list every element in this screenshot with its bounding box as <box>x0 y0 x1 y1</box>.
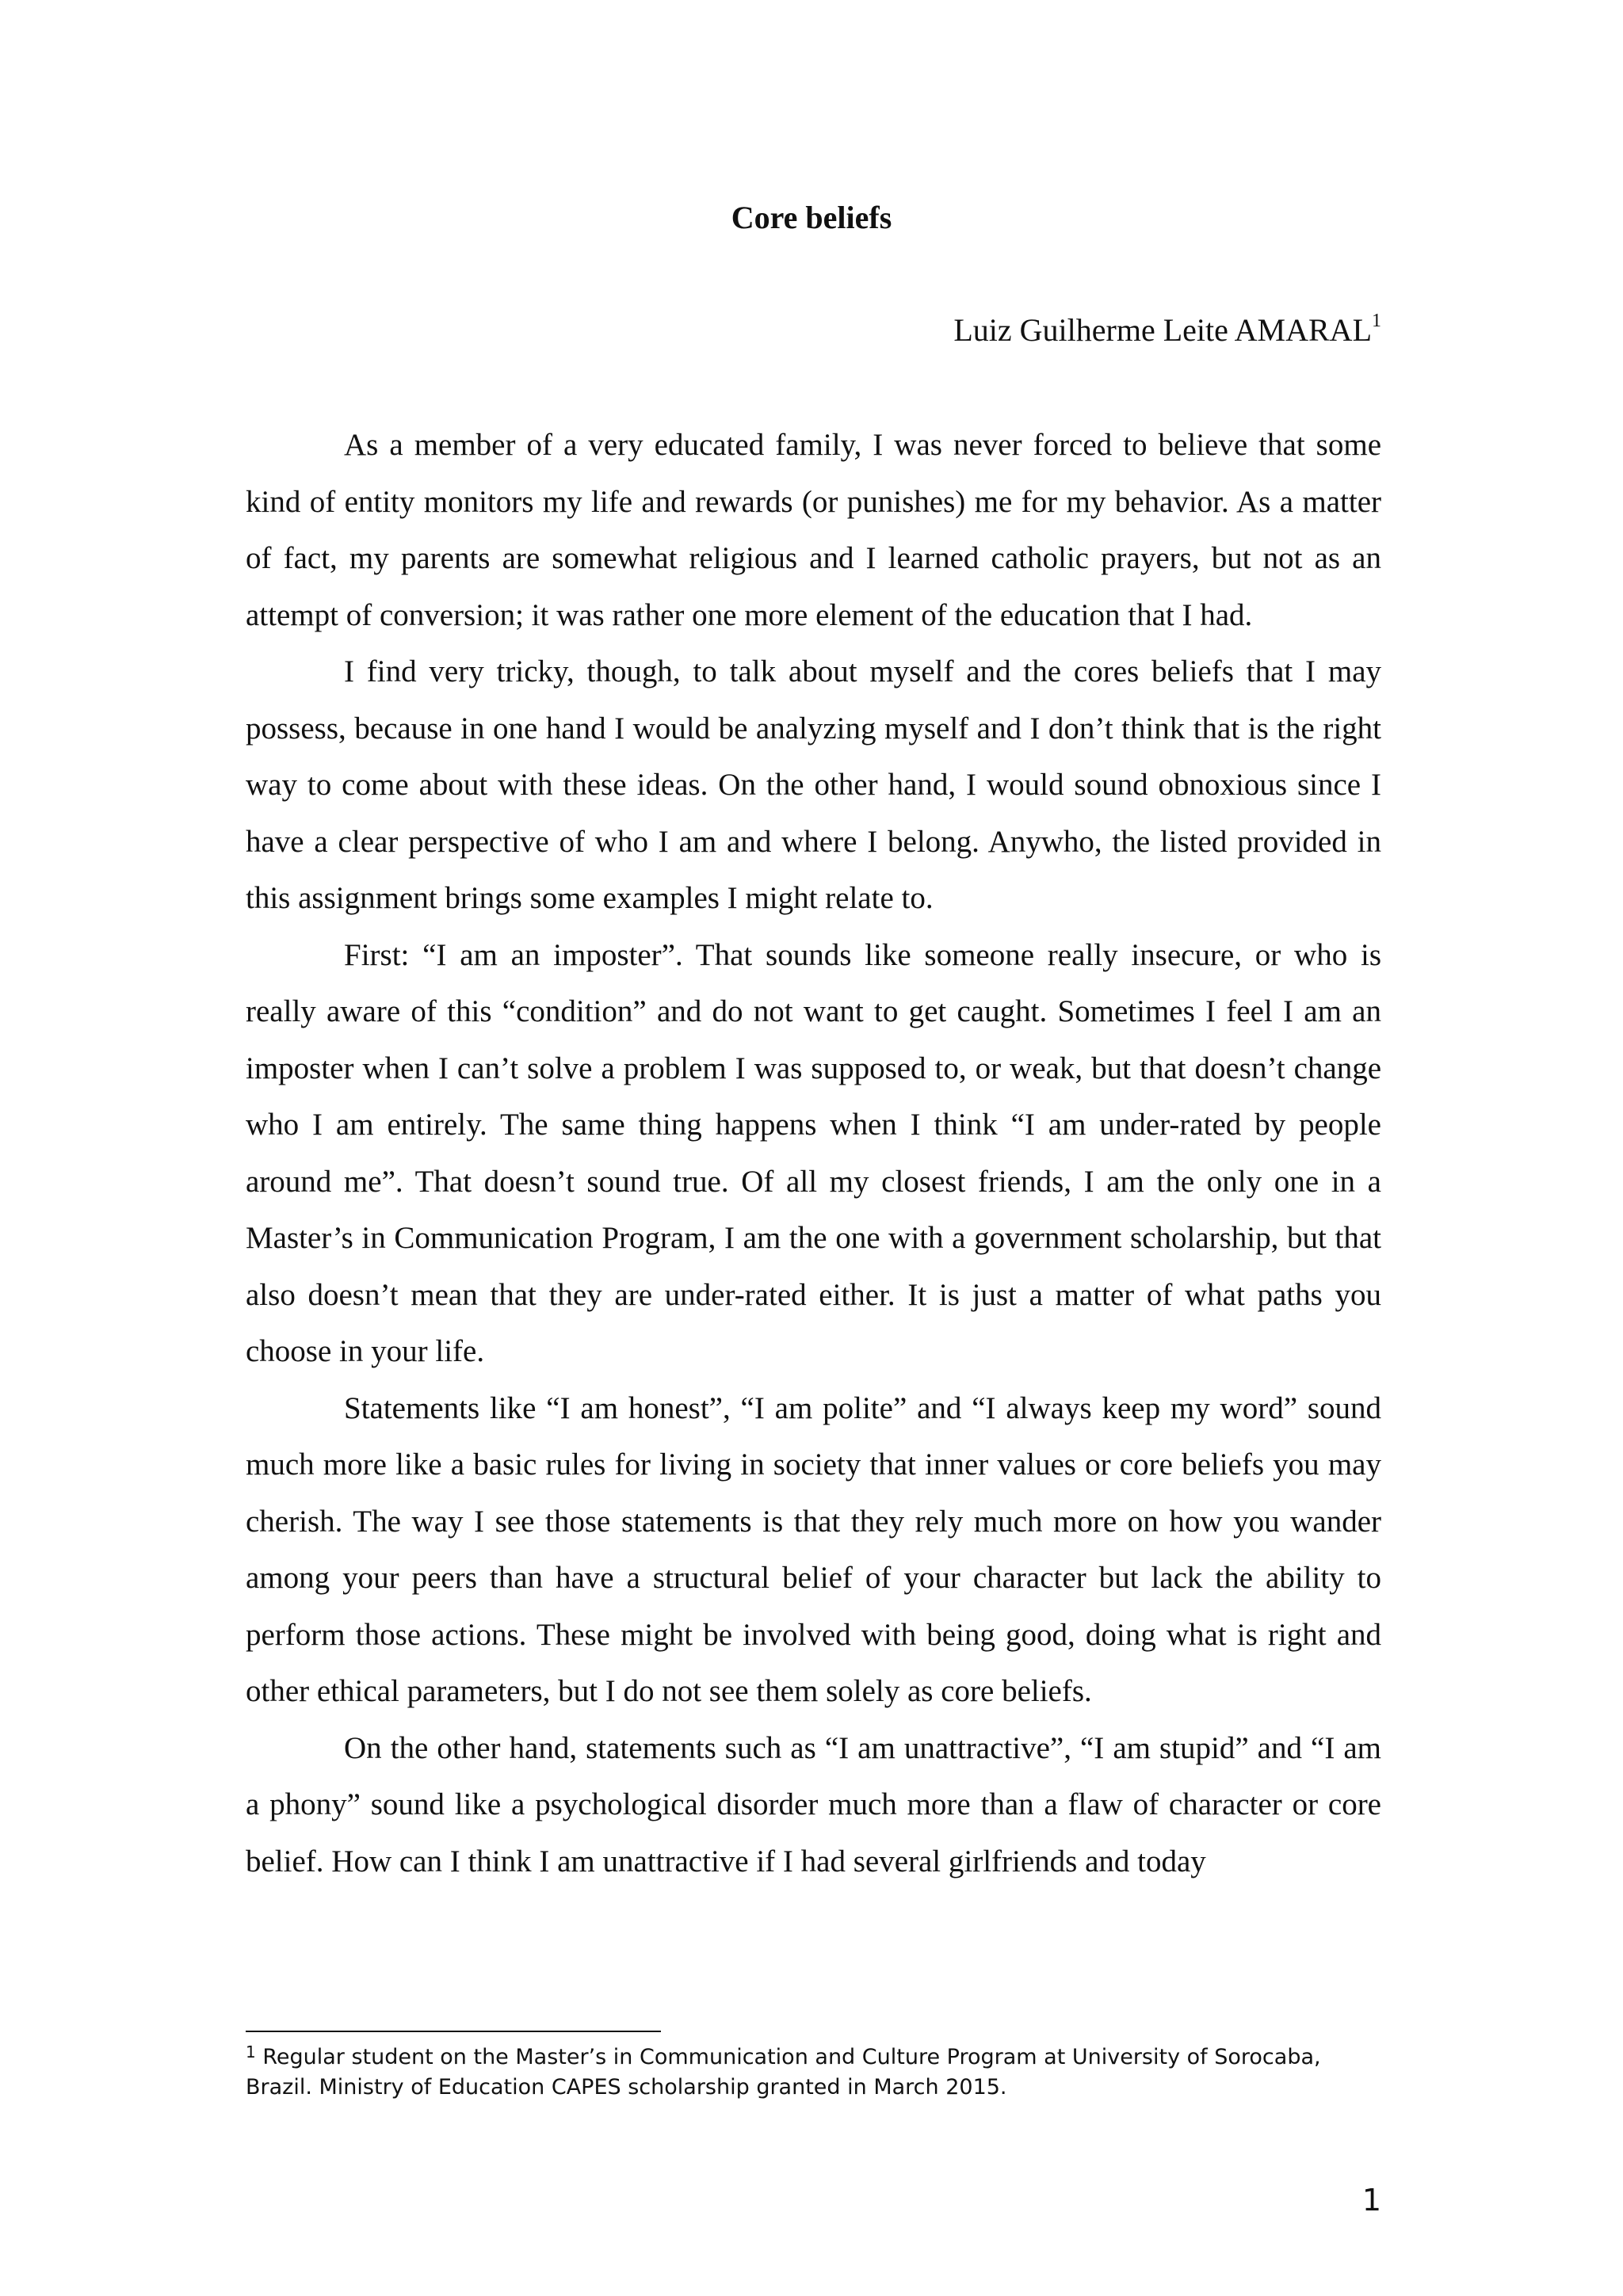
author-footnote-marker[interactable]: 1 <box>1372 311 1381 331</box>
body-paragraph-5: On the other hand, statements such as “I am unattractive”, “I am stupid” and “I am a phony” sound like a psychological disorder much more than a flaw of character or core belief. How can I think I am unattractive if I had several girlfriends and today <box>246 1730 1381 1878</box>
body-paragraph-1: As a member of a very educated family, I was never forced to believe that some kind of entity monitors my life and rewards (or punishes) me for my behavior. As a matter of fact, my parents are somewhat religious and I learned catholic prayers, but not as an attempt of conversion; it was rather one more element of the education that I had. <box>246 428 1381 632</box>
body-paragraph-4: Statements like “I am honest”, “I am polite” and “I always keep my word” sound much more like a basic rules for living in society that inner values or core beliefs you may cherish. The way I see those statements is that they rely much more on how you wander among your peers than have a structural belief of your character but lack the ability to perform those actions. These might be involved with being good, doing what is right and other ethical parameters, but I do not see them solely as core beliefs. <box>246 1390 1381 1708</box>
footnote-separator <box>246 2031 661 2032</box>
footnote <box>246 2042 1381 2103</box>
document-body <box>246 417 1381 1890</box>
document-title: Core beliefs <box>731 200 892 235</box>
author-name: Luiz Guilherme Leite AMARAL <box>953 312 1372 348</box>
body-paragraph-3: First: “I am an imposter”. That sounds like someone really insecure, or who is really aware of this “condition” and do not want to get caught. Sometimes I feel I am an imposter when I can’t solve a problem I was supposed to, or weak, but that doesn’t change who I am entirely. The same thing happens when I think “I am under-rated by people around me”. That doesn’t sound true. Of all my closest friends, I am the only one in a Master’s in Communication Program, I am the one with a government scholarship, but that also doesn’t mean that they are under-rated either. It is just a matter of what paths you choose in your life. <box>246 937 1381 1368</box>
footnote-text: Regular student on the Master’s in Communication and Culture Program at University of Sorocaba, Brazil. Ministry of Education CAPES scholarship granted in March 2015. <box>246 2045 1321 2100</box>
footnote-marker: 1 <box>246 2042 256 2061</box>
author-line <box>246 307 1381 354</box>
body-paragraph-2: I find very tricky, though, to talk about myself and the cores beliefs that I may possess, because in one hand I would be analyzing myself and I don’t think that is the right way to come about with these ideas. On the other hand, I would sound obnoxious since I have a clear perspective of who I am and where I belong. Anywho, the listed provided in this assignment brings some examples I might relate to. <box>246 654 1381 915</box>
page-number: 1 <box>1361 2183 1381 2218</box>
